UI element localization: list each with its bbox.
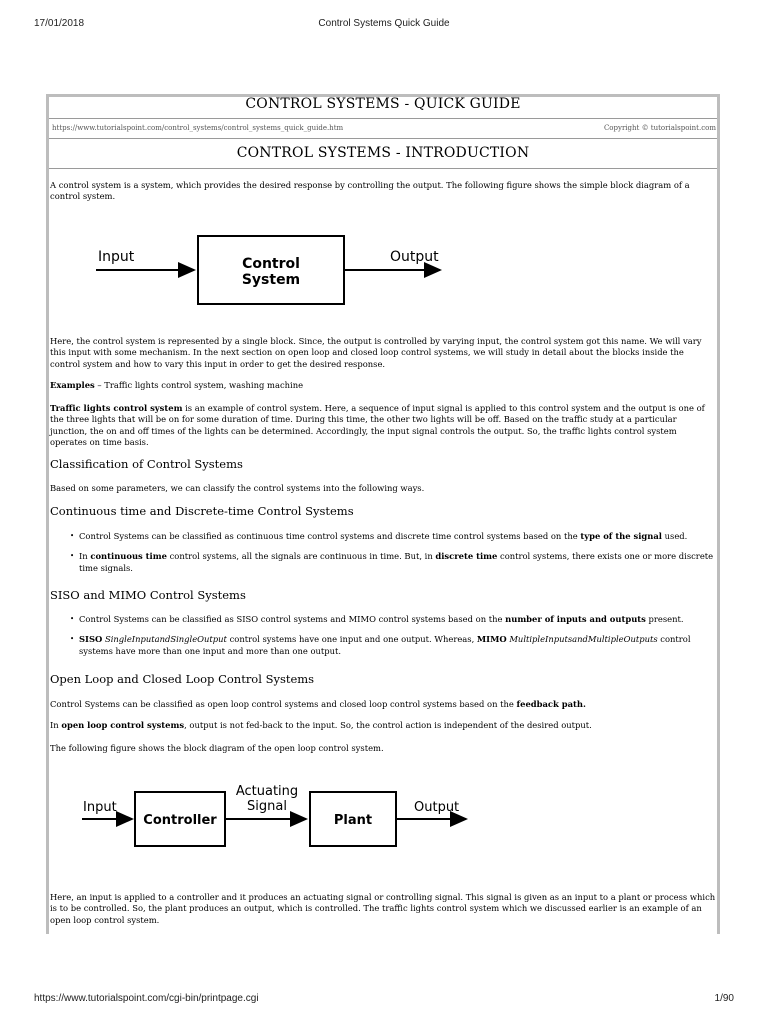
list-text: Control Systems can be classified as SISO control systems and MIMO control systems based on the	[79, 614, 506, 624]
list-bold: continuous time	[90, 551, 167, 562]
actuating-label-line2: Signal	[247, 799, 287, 814]
list-italic: SingleInputandSingleOutput	[104, 634, 227, 645]
list-text: control systems have more than one input and more than one output.	[79, 634, 691, 656]
openloop-paragraph-3: The following figure shows the block diagram of the open loop control system.	[50, 743, 384, 753]
examples-paragraph	[50, 380, 716, 391]
diagram2-output-label: Output	[414, 800, 460, 815]
siso-list	[50, 614, 716, 657]
para-bold: feedback path.	[516, 699, 586, 709]
page-number: 1/90	[714, 993, 734, 1004]
openloop-paragraph-2	[50, 720, 716, 731]
control-system-block-diagram	[90, 228, 460, 312]
para-text: , output is not fed-back to the input. So, the control action is independent of the desired output.	[184, 720, 592, 730]
list-bold: MIMO	[476, 634, 507, 645]
section-title: CONTROL SYSTEMS - INTRODUCTION	[236, 145, 530, 161]
traffic-label: Traffic lights control system	[50, 403, 183, 413]
intro-paragraph-2: Here, the control system is represented by a single block. Since, the output is controlled by varying input, the control system got this name. We will vary this input with some mechanism. In the next section on open loop and closed loop control systems, we will study in detail about the blocks inside the control system and how to vary this input in order to get the desired response.	[50, 336, 702, 369]
openloop-paragraph-1	[50, 699, 716, 710]
print-date: 17/01/2018	[34, 18, 85, 29]
doc-title: CONTROL SYSTEMS - QUICK GUIDE	[245, 96, 521, 112]
diagram2-input-label: Input	[83, 800, 117, 815]
list-bold: SISO	[79, 634, 103, 645]
list-bold: discrete time	[435, 551, 498, 562]
diagram1-input-label: Input	[98, 249, 135, 265]
traffic-text: is an example of control system. Here, a sequence of input signal is applied to this control system and the output is one of the three lights that will be on for some duration of time. During this time, the other two lights will be off. Based on the traffic study at a particular junction, the on and off times of the lights can be determined. Accordingly, the input signal controls the output. So, the traffic lights control system operates on time basis.	[50, 403, 705, 448]
examples-text: – Traffic lights control system, washing machine	[94, 380, 304, 390]
list-item	[50, 634, 716, 657]
heading-siso-mimo: SISO and MIMO Control Systems	[50, 588, 246, 602]
block-label-line2: System	[241, 272, 301, 288]
list-italic: MultipleInputsandMultipleOutputs	[509, 634, 658, 645]
source-url[interactable]: https://www.tutorialspoint.com/control_systems/control_systems_quick_guide.htm	[52, 124, 344, 132]
list-text: used.	[661, 531, 688, 541]
copyright-text: Copyright © tutorialspoint.com	[603, 124, 716, 132]
diagram1-output-label: Output	[390, 249, 439, 265]
divider	[49, 118, 717, 119]
actuating-label-line1: Actuating	[235, 784, 299, 799]
block-label-line1: Control	[242, 256, 300, 272]
controller-label: Controller	[143, 813, 217, 828]
plant-label: Plant	[333, 813, 373, 828]
para-text: Control Systems can be classified as open loop control systems and closed loop control systems based on the	[50, 699, 517, 709]
heading-open-closed-loop: Open Loop and Closed Loop Control Systems	[50, 672, 315, 686]
print-footer	[34, 993, 734, 1007]
print-title: Control Systems Quick Guide	[318, 18, 450, 29]
traffic-paragraph	[50, 403, 716, 449]
intro-paragraph: A control system is a system, which provides the desired response by controlling the output. The following figure shows the simple block diagram of a control system.	[50, 180, 690, 202]
list-text: control systems, there exists one or more discrete time signals.	[79, 551, 714, 573]
list-item	[50, 614, 716, 625]
footer-url[interactable]: https://www.tutorialspoint.com/cgi-bin/printpage.cgi	[34, 993, 259, 1004]
heading-classification: Classification of Control Systems	[50, 457, 243, 471]
classification-paragraph: Based on some parameters, we can classify the control systems into the following ways.	[50, 483, 425, 493]
list-bold: type of the signal	[580, 531, 662, 541]
list-text: Control Systems can be classified as continuous time control systems and discrete time control systems based on the	[79, 531, 581, 541]
open-loop-block-diagram	[78, 780, 478, 848]
list-text: control systems, all the signals are continuous in time. But, in	[166, 551, 436, 562]
print-header	[34, 18, 734, 32]
list-text: control systems have one input and one output. Whereas,	[226, 634, 477, 645]
list-text: present.	[645, 614, 684, 624]
openloop-paragraph-4: Here, an input is applied to a controller and it produces an actuating signal or controlling signal. This signal is given as an input to a plant or process which is to be controlled. So, the plant produces an output, which is controlled. The traffic lights control system which we discussed earlier is an example of an open loop control system.	[50, 892, 716, 925]
continuous-list	[50, 531, 716, 574]
divider	[49, 168, 717, 169]
list-item	[50, 531, 716, 542]
list-bold: number of inputs and outputs	[505, 614, 646, 624]
divider	[49, 138, 717, 139]
heading-continuous: Continuous time and Discrete-time Control Systems	[50, 504, 354, 518]
para-text: In	[50, 720, 62, 730]
examples-label: Examples	[50, 380, 95, 390]
para-bold: open loop control systems	[61, 720, 185, 730]
list-text: In	[79, 551, 91, 562]
list-item	[50, 551, 716, 574]
